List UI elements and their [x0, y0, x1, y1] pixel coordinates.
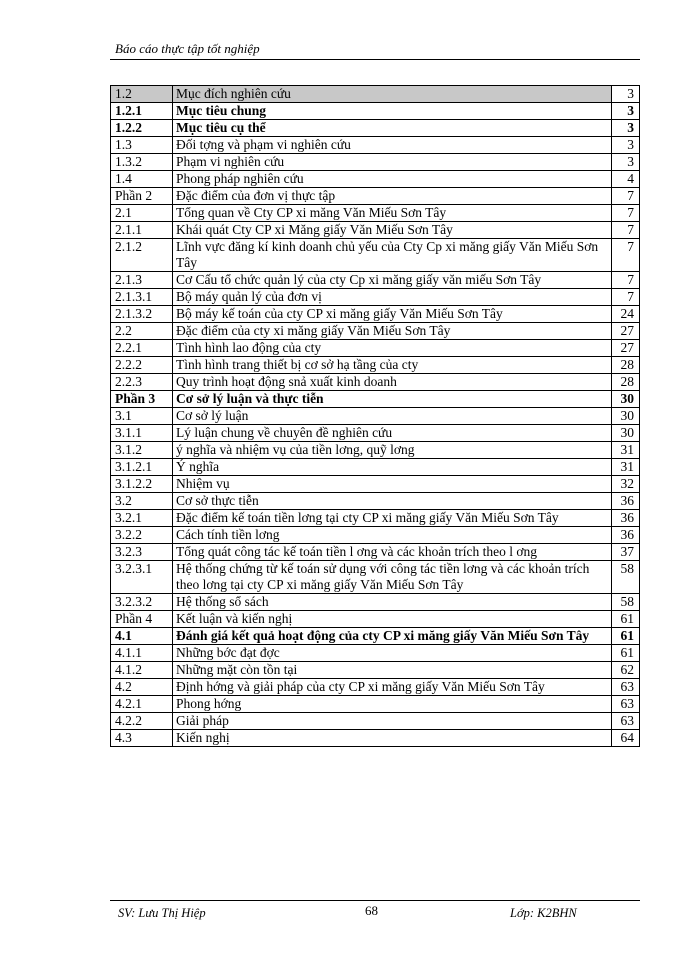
toc-section-number: 2.2.1 [111, 340, 173, 357]
toc-section-title: Định hớng và giải pháp của cty CP xi măng giấy Văn Miếu Sơn Tây [173, 679, 612, 696]
toc-section-title: Bộ máy quản lý của đơn vị [173, 289, 612, 306]
toc-row [111, 188, 640, 205]
toc-section-number: 1.3.2 [111, 154, 173, 171]
toc-section-number: 1.2.2 [111, 120, 173, 137]
toc-section-number: Phần 2 [111, 188, 173, 205]
toc-row [111, 713, 640, 730]
toc-section-number: Phần 3 [111, 391, 173, 408]
toc-page-number: 7 [612, 188, 640, 205]
toc-row [111, 459, 640, 476]
toc-section-title: Cơ sở lý luận và thực tiễn [173, 391, 612, 408]
toc-page-number: 64 [612, 730, 640, 747]
toc-section-title: Đánh giá kết quả hoạt động của cty CP xi măng giấy Văn Miếu Sơn Tây [173, 628, 612, 645]
toc-section-title: Phong pháp nghiên cứu [173, 171, 612, 188]
toc-row [111, 561, 640, 594]
toc-section-number: 2.1.3 [111, 272, 173, 289]
toc-row [111, 611, 640, 628]
toc-page-number: 63 [612, 713, 640, 730]
toc-section-title: Ý nghĩa [173, 459, 612, 476]
header-divider [110, 59, 640, 60]
toc-row [111, 222, 640, 239]
toc-section-number: 2.1.3.2 [111, 306, 173, 323]
toc-section-number: 3.1.2.1 [111, 459, 173, 476]
toc-row [111, 374, 640, 391]
toc-section-title: Đặc điểm kế toán tiền lơng tại cty CP xi măng giấy Văn Miếu Sơn Tây [173, 510, 612, 527]
toc-page-number: 36 [612, 527, 640, 544]
table-of-contents [110, 85, 640, 747]
toc-page-number: 37 [612, 544, 640, 561]
toc-section-number: 3.2.2 [111, 527, 173, 544]
toc-section-title: Mục tiêu chung [173, 103, 612, 120]
toc-page-number: 36 [612, 493, 640, 510]
toc-page-number: 58 [612, 561, 640, 594]
toc-row [111, 357, 640, 374]
toc-row [111, 137, 640, 154]
toc-section-number: 4.3 [111, 730, 173, 747]
footer-student-name: SV: Lưu Thị Hiệp [118, 906, 206, 920]
toc-row [111, 408, 640, 425]
toc-section-number: 3.1 [111, 408, 173, 425]
toc-page-number: 30 [612, 391, 640, 408]
toc-section-number: 2.1.1 [111, 222, 173, 239]
toc-section-title: Tình hình trang thiết bị cơ sở hạ tầng của cty [173, 357, 612, 374]
toc-section-number: 3.1.2 [111, 442, 173, 459]
toc-section-title: Đối tợng và phạm vi nghiên cứu [173, 137, 612, 154]
toc-section-number: 2.1.3.1 [111, 289, 173, 306]
toc-section-title: Những mặt còn tồn tại [173, 662, 612, 679]
toc-row [111, 306, 640, 323]
toc-section-title: Lĩnh vực đăng kí kinh doanh chủ yếu của Cty Cp xi măng giấy Văn Miếu Sơn Tây [173, 239, 612, 272]
toc-section-title: Cơ Cấu tổ chức quản lý của cty Cp xi măng giấy văn miếu Sơn Tây [173, 272, 612, 289]
toc-page-number: 27 [612, 340, 640, 357]
toc-section-number: 4.2.2 [111, 713, 173, 730]
toc-page-number: 3 [612, 120, 640, 137]
footer-divider [110, 900, 640, 901]
toc-section-number: 3.1.1 [111, 425, 173, 442]
toc-page-number: 36 [612, 510, 640, 527]
toc-page-number: 7 [612, 289, 640, 306]
toc-section-title: Cơ sở lý luận [173, 408, 612, 425]
toc-page-number: 28 [612, 357, 640, 374]
toc-section-title: Nhiệm vụ [173, 476, 612, 493]
footer-page-number: 68 [365, 903, 378, 918]
toc-row [111, 323, 640, 340]
toc-page-number: 62 [612, 662, 640, 679]
toc-section-title: Tổng quan về Cty CP xi măng Văn Miếu Sơn Tây [173, 205, 612, 222]
toc-page-number: 7 [612, 205, 640, 222]
toc-row [111, 594, 640, 611]
toc-section-number: 3.2 [111, 493, 173, 510]
toc-page-number: 58 [612, 594, 640, 611]
toc-section-number: 4.1.1 [111, 645, 173, 662]
toc-page-number: 3 [612, 86, 640, 103]
document-header-title: Báo cáo thực tập tốt nghiệp [115, 41, 260, 56]
toc-row [111, 730, 640, 747]
toc-section-title: Cách tính tiền lơng [173, 527, 612, 544]
toc-section-number: 2.2 [111, 323, 173, 340]
toc-page-number: 63 [612, 679, 640, 696]
toc-row [111, 679, 640, 696]
toc-section-number: 1.4 [111, 171, 173, 188]
toc-section-number: 3.2.3 [111, 544, 173, 561]
toc-page-number: 3 [612, 154, 640, 171]
toc-row [111, 662, 640, 679]
toc-page-number: 24 [612, 306, 640, 323]
toc-section-number: Phần 4 [111, 611, 173, 628]
toc-section-title: Đặc điểm của cty xi măng giấy Văn Miếu Sơn Tây [173, 323, 612, 340]
toc-section-number: 1.2 [111, 86, 173, 103]
toc-section-title: Tình hình lao động của cty [173, 340, 612, 357]
toc-section-number: 4.1.2 [111, 662, 173, 679]
toc-section-title: Cơ sở thực tiễn [173, 493, 612, 510]
toc-page-number: 7 [612, 222, 640, 239]
toc-row [111, 239, 640, 272]
toc-row [111, 493, 640, 510]
toc-section-number: 2.2.3 [111, 374, 173, 391]
toc-section-title: Đặc điểm của đơn vị thực tập [173, 188, 612, 205]
toc-page-number: 30 [612, 425, 640, 442]
toc-section-title: Phạm vi nghiên cứu [173, 154, 612, 171]
toc-section-number: 3.1.2.2 [111, 476, 173, 493]
toc-page-number: 30 [612, 408, 640, 425]
toc-page-number: 7 [612, 239, 640, 272]
toc-row [111, 510, 640, 527]
toc-section-number: 3.2.3.1 [111, 561, 173, 594]
toc-section-title: Kết luận và kiến nghị [173, 611, 612, 628]
toc-row [111, 391, 640, 408]
toc-row [111, 86, 640, 103]
toc-page-number: 27 [612, 323, 640, 340]
toc-page-number: 7 [612, 272, 640, 289]
toc-section-number: 4.1 [111, 628, 173, 645]
toc-row [111, 425, 640, 442]
toc-section-title: Mục tiêu cụ thể [173, 120, 612, 137]
toc-row [111, 272, 640, 289]
toc-section-number: 4.2 [111, 679, 173, 696]
toc-page-number: 28 [612, 374, 640, 391]
toc-row [111, 544, 640, 561]
toc-section-title: Kiến nghị [173, 730, 612, 747]
footer-class-label: Lớp: K2BHN [510, 906, 577, 920]
toc-section-number: 2.1 [111, 205, 173, 222]
toc-section-number: 3.2.3.2 [111, 594, 173, 611]
toc-section-title: Mục đích nghiên cứu [173, 86, 612, 103]
toc-page-number: 3 [612, 103, 640, 120]
toc-row [111, 696, 640, 713]
toc-page-number: 31 [612, 459, 640, 476]
toc-section-number: 2.2.2 [111, 357, 173, 374]
toc-section-title: Quy trình hoạt động snả xuất kinh doanh [173, 374, 612, 391]
toc-row [111, 154, 640, 171]
toc-section-title: Giải pháp [173, 713, 612, 730]
toc-row [111, 442, 640, 459]
toc-row [111, 103, 640, 120]
toc-section-number: 4.2.1 [111, 696, 173, 713]
toc-section-title: Lý luận chung về chuyên đề nghiên cứu [173, 425, 612, 442]
toc-row [111, 340, 640, 357]
toc-section-number: 1.3 [111, 137, 173, 154]
toc-page-number: 4 [612, 171, 640, 188]
toc-page-number: 61 [612, 628, 640, 645]
toc-page-number: 61 [612, 611, 640, 628]
toc-page-number: 3 [612, 137, 640, 154]
toc-page-number: 32 [612, 476, 640, 493]
toc-section-number: 2.1.2 [111, 239, 173, 272]
toc-row [111, 289, 640, 306]
toc-section-title: Khái quát Cty CP xi Măng giấy Văn Miếu Sơn Tây [173, 222, 612, 239]
toc-row [111, 120, 640, 137]
toc-row [111, 645, 640, 662]
toc-row [111, 476, 640, 493]
toc-section-title: Hệ thống sổ sách [173, 594, 612, 611]
toc-page-number: 31 [612, 442, 640, 459]
toc-page-number: 63 [612, 696, 640, 713]
toc-section-title: ý nghĩa và nhiệm vụ của tiền lơng, quỹ lơng [173, 442, 612, 459]
toc-section-title: Bộ máy kế toán của cty CP xi măng giấy Văn Miếu Sơn Tây [173, 306, 612, 323]
toc-section-title: Phong hớng [173, 696, 612, 713]
toc-row [111, 527, 640, 544]
toc-row [111, 628, 640, 645]
toc-row [111, 171, 640, 188]
toc-section-title: Những bớc đạt đợc [173, 645, 612, 662]
toc-section-title: Hệ thống chứng từ kế toán sử dụng với công tác tiền lơng và các khoản trích theo lơng tại cty CP xi măng giấy Văn Miếu Sơn Tây [173, 561, 612, 594]
toc-page-number: 61 [612, 645, 640, 662]
toc-section-title: Tổng quát công tác kế toán tiền l ơng và các khoản trích theo l ơng [173, 544, 612, 561]
toc-section-number: 3.2.1 [111, 510, 173, 527]
toc-section-number: 1.2.1 [111, 103, 173, 120]
toc-row [111, 205, 640, 222]
